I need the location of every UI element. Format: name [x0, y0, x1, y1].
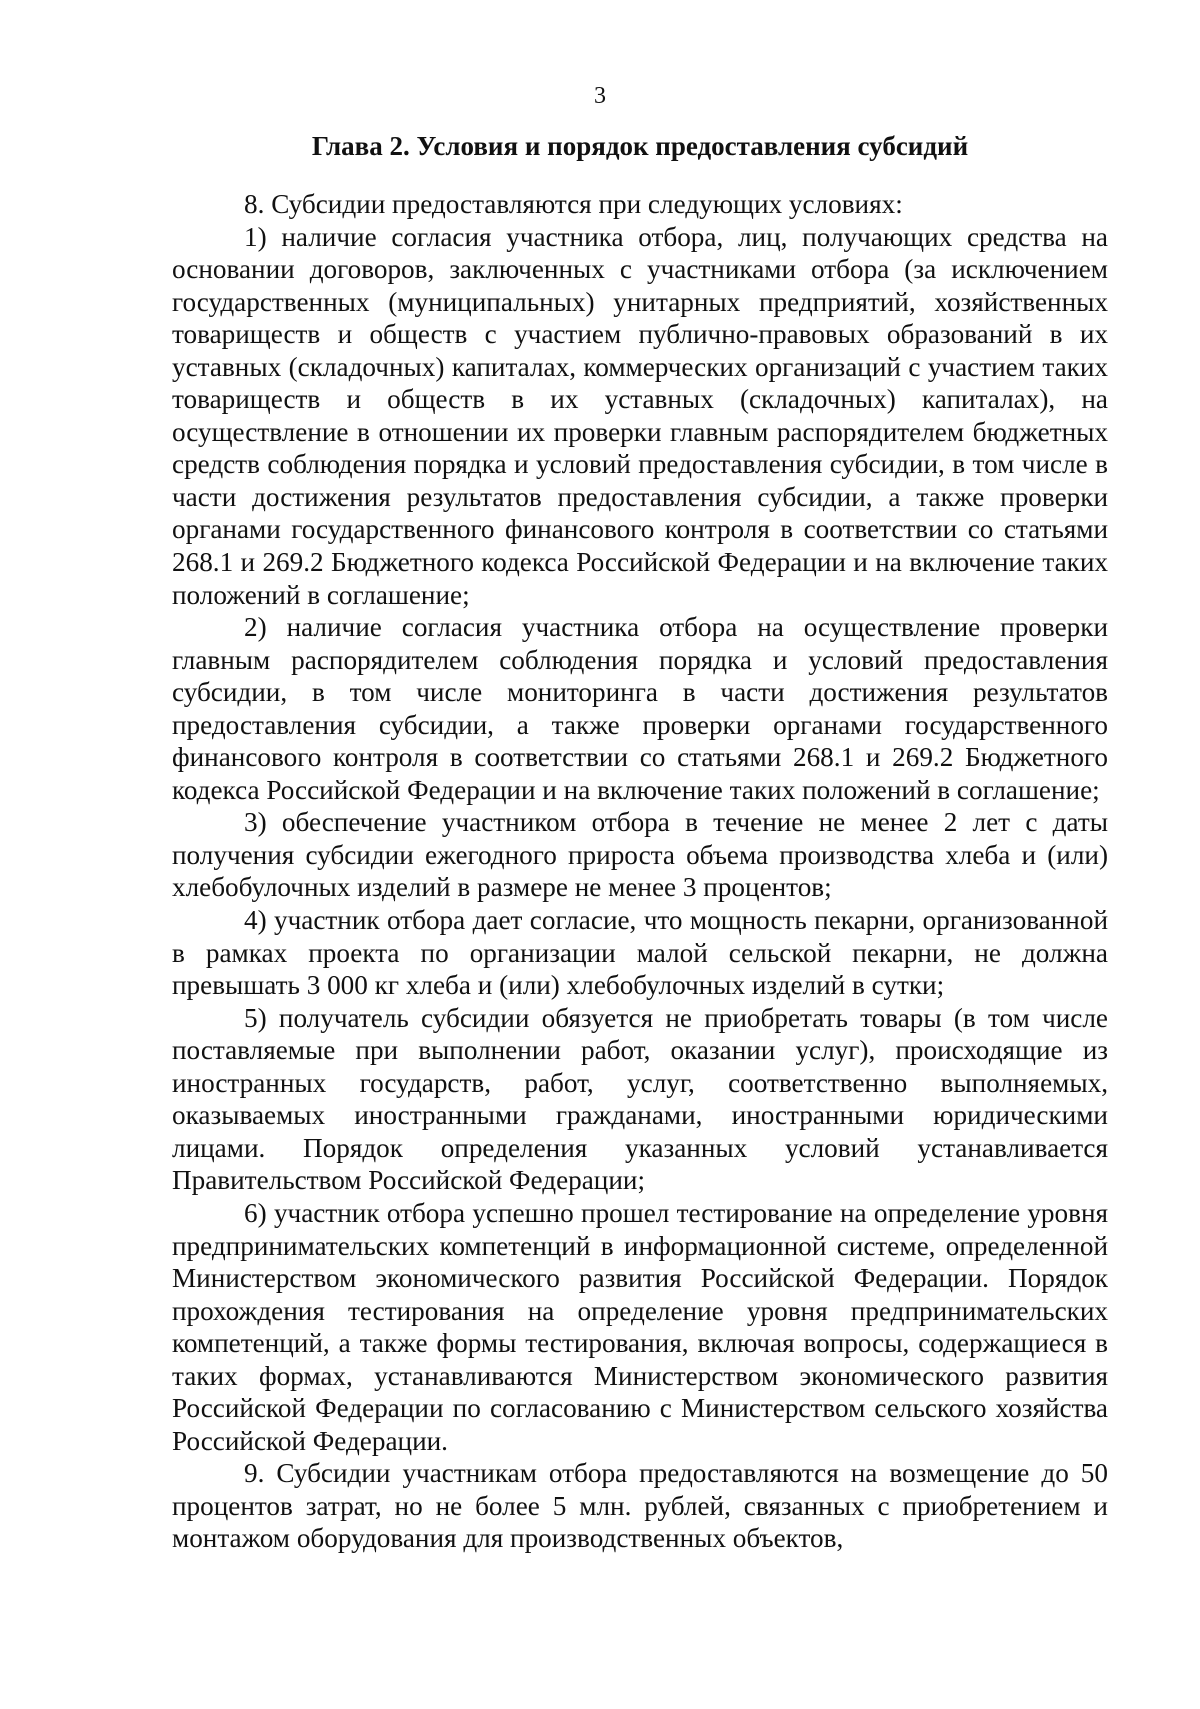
page-number: 3: [594, 83, 606, 109]
paragraph-9: 9. Субсидии участникам отбора предоставляются на возмещение до 50 процентов затрат, но не более 5 млн. рублей, связанных с приобретением и монтажом оборудования для производственных объектов,: [172, 1458, 1108, 1554]
paragraph-8-intro: 8. Субсидии предоставляются при следующих условиях:: [244, 189, 903, 219]
chapter-title: Глава 2. Условия и порядок предоставления субсидий: [311, 131, 969, 161]
paragraph-condition-4: 4) участник отбора дает согласие, что мощность пекарни, организованной в рамках проекта по организации малой сельской пекарни, не должна превышать 3 000 кг хлеба и (или) хлебобулочных изделий в сутки;: [172, 905, 1108, 1001]
paragraph-condition-3: 3) обеспечение участником отбора в течение не менее 2 лет с даты получения субсидии ежегодного прироста объема производства хлеба и (или) хлебобулочных изделий в размере не менее 3 процентов;: [172, 807, 1108, 903]
document-body: [172, 188, 1108, 1555]
paragraph-condition-1: 1) наличие согласия участника отбора, лиц, получающих средства на основании договоров, заключенных с участниками отбора (за исключением государственных (муниципальных) унитарных предприятий, хозяйственных товариществ и обществ с участием публично-правовых образований в их уставных (складочных) капиталах, коммерческих организаций с участием таких товариществ и обществ в их уставных (складочных) капиталах), на осуществление в отношении их проверки главным распорядителем бюджетных средств соблюдения порядка и условий предоставления субсидии, в том числе в части достижения результатов предоставления субсидии, а также проверки органами государственного финансового контроля в соответствии со статьями 268.1 и 269.2 Бюджетного кодекса Российской Федерации и на включение таких положений в соглашение;: [172, 221, 1108, 610]
paragraph-condition-2: 2) наличие согласия участника отбора на осуществление проверки главным распорядителем соблюдения порядка и условий предоставления субсидии, в том числе мониторинга в части достижения результатов предоставления субсидии, а также проверки органами государственного финансового контроля в соответствии со статьями 268.1 и 269.2 Бюджетного кодекса Российской Федерации и на включение таких положений в соглашение;: [172, 612, 1108, 805]
paragraph-condition-6: 6) участник отбора успешно прошел тестирование на определение уровня предпринимательских компетенций в информационной системе, определенной Министерством экономического развития Российской Федерации. Порядок прохождения тестирования на определение уровня предпринимательских компетенций, а также формы тестирования, включая вопросы, содержащиеся в таких формах, устанавливаются Министерством экономического развития Российской Федерации по согласованию с Министерством сельского хозяйства Российской Федерации.: [172, 1197, 1108, 1456]
paragraph-condition-5: 5) получатель субсидии обязуется не приобретать товары (в том числе поставляемые при выполнении работ, оказании услуг), происходящие из иностранных государств, работ, услуг, соответственно выполняемых, оказываемых иностранными гражданами, иностранными юридическими лицами. Порядок определения указанных условий устанавливается Правительством Российской Федерации;: [172, 1002, 1108, 1196]
